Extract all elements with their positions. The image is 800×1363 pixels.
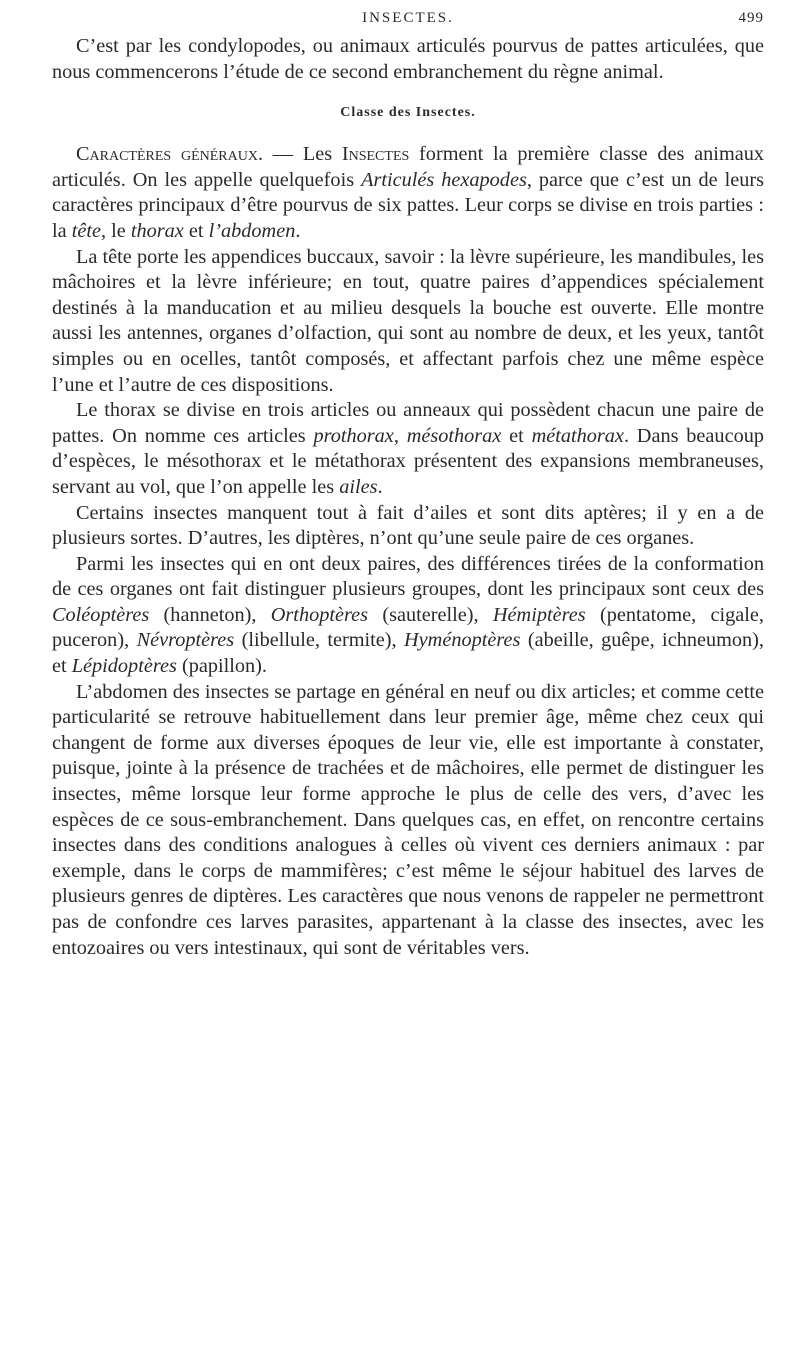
orthopteres-term: Orthoptères <box>270 603 369 626</box>
text-run: (abeille, guêpe, ichneumon), et <box>52 629 765 678</box>
text-run: (hanneton), <box>149 603 271 626</box>
book-page <box>52 6 764 961</box>
paragraph-tete: La tête porte les appendices buccaux, savoir : la lèvre supérieure, les mandibules, les mâchoires et la lèvre inférieure; en tout, quatre paires d’appendices spécialement destinés à la manducation et au milieu desquels la bouche est ouverte. Elle montre aussi les antennes, organes d’olfaction, qui sont au nombre de deux, et les yeux, tantôt simples ou en ocelles, tantôt composés, et affectant parfois chez une même espèce l’une et l’autre de ces dispositions. <box>52 245 764 396</box>
text-run: (libellule, termite), <box>234 629 405 652</box>
ailes-term: ailes <box>339 475 378 498</box>
text-run: Le thorax se divise en trois articles ou anneaux qui possèdent chacun une paire de pattes. On nomme ces articles <box>52 399 764 447</box>
section-heading: Classe des Insectes. <box>340 105 476 121</box>
text-run: Parmi les insectes qui en ont deux paires, des différences tirées de la conformation de ces organes ont fait distinguer plusieurs groupes, dont les principaux sont ceux des <box>52 552 764 601</box>
nevropteres-term: Névroptères <box>136 629 235 652</box>
text-run: , le <box>101 219 131 242</box>
running-title: INSECTES. <box>362 10 454 26</box>
mesothorax-term: mésothorax <box>406 424 502 447</box>
running-head <box>52 6 764 34</box>
text-run: et <box>501 424 532 447</box>
lepidopteres-term: Lépidoptères <box>71 655 177 678</box>
text-run: (papillon). <box>176 655 267 678</box>
text-run: forment la première classe des animaux articulés. On les appelle quelquefois <box>52 143 765 191</box>
intro-paragraph: C’est par les condylopodes, ou animaux articulés pourvus de pattes articulées, que nous commencerons l’étude de ce second embranchement du règne animal. <box>52 35 764 83</box>
paragraph-caracteres <box>52 142 764 244</box>
text-run: , <box>393 424 407 447</box>
caracteres-lead: Caractères généraux. <box>76 143 264 166</box>
metathorax-term: métathorax <box>531 424 624 447</box>
text-run: . Dans beaucoup d’espèces, le mésothorax et le métathorax présentent des expansions membraneuses, servant au vol, que l’on appelle les <box>52 424 764 498</box>
hymenopteres-term: Hyménoptères <box>404 629 521 652</box>
text-run: , parce que c’est un de leurs caractères principaux d’être pourvus de six pattes. Leur corps se divise en trois parties : la <box>52 168 764 242</box>
text-run: . <box>295 219 301 242</box>
thorax-term: thorax <box>130 219 184 242</box>
page-number: 499 <box>738 10 764 26</box>
text-run: (sauterelle), <box>368 603 493 626</box>
text-run: — Les <box>263 143 342 166</box>
insectes-term: Insectes <box>341 143 410 166</box>
coleopteres-term: Coléoptères <box>52 603 150 626</box>
prothorax-term: prothorax <box>313 424 394 447</box>
text-run: et <box>183 219 209 242</box>
paragraph-apteres: Certains insectes manquent tout à fait d’ailes et sont dits aptères; il y en a de plusieurs sortes. D’autres, les diptères, n’ont qu’une seule paire de ces organes. <box>52 501 764 550</box>
paragraph-groupes <box>52 552 764 680</box>
text-run: (pentatome, cigale, puceron), <box>52 603 765 652</box>
tete-term: tête <box>71 219 101 242</box>
abdomen-term: l’abdomen <box>208 219 296 242</box>
paragraph-abdomen: L’abdomen des insectes se partage en général en neuf ou dix articles; et comme cette particularité se retrouve habituellement dans leur premier âge, même chez ceux qui changent de forme aux diverses époques de leur vie, elle est importante à constater, puisque, jointe à la présence de trachées et de mâchoires, elle permet de distinguer les insectes, même lorsque leur forme approche le plus de celle des vers, d’avec les espèces de ce sous-embranchement. Dans quelques cas, en effet, on rencontre certains insectes dans des conditions analogues à celles où vivent ces derniers animaux : par exemple, dans le corps de mammifères; c’est même le séjour habituel des larves de plusieurs genres de diptères. Les caractères que nous venons de rappeler ne permettront pas de confondre ces larves parasites, appartenant à la classe des insectes, avec les entozoaires ou vers intestinaux, qui sont de véritables vers. <box>52 680 764 959</box>
text-run: . <box>377 475 383 498</box>
articules-term: Articulés hexapodes <box>361 168 527 191</box>
paragraph-thorax <box>52 398 764 500</box>
hemipteres-term: Hémiptères <box>492 603 586 626</box>
